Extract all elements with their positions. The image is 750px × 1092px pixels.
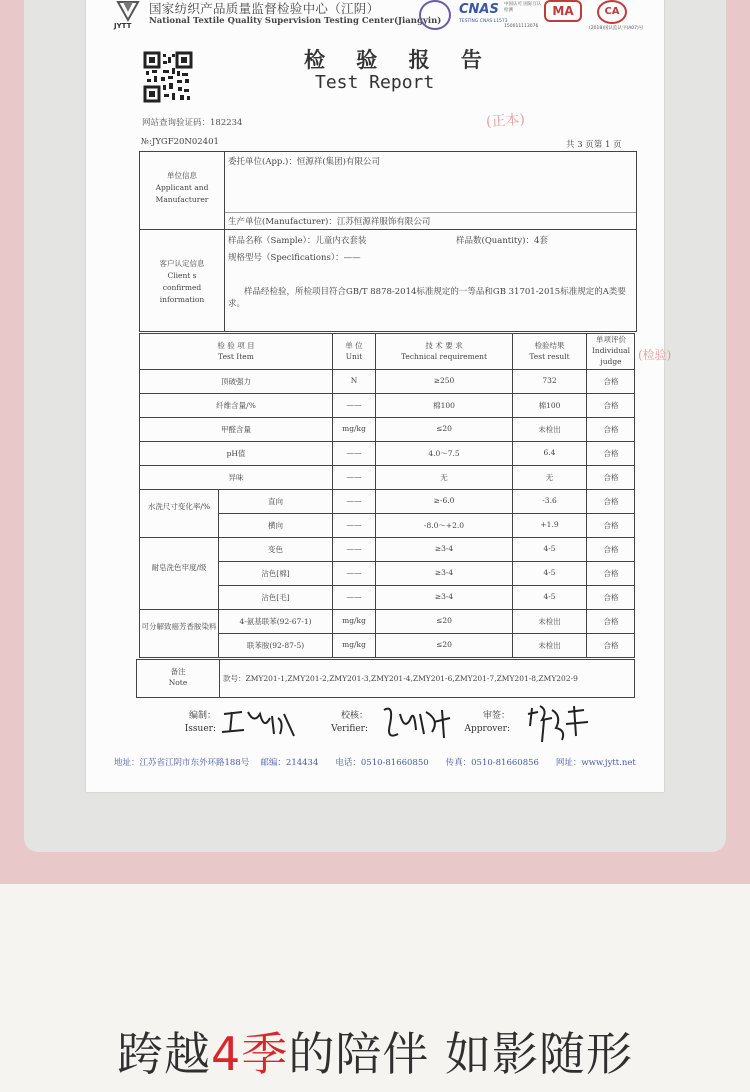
test-report-document (86, 0, 672, 792)
table-row-req: ≥250 (433, 376, 455, 385)
group-azo: 可分解致癌芳香胺染料 (141, 622, 217, 631)
table-row-unit: mg/kg (342, 616, 366, 625)
cnas-mark: CNAS (459, 2, 499, 17)
table-row-judge: 合格 (603, 377, 619, 386)
table-row-result: 4-5 (543, 592, 556, 601)
table-row-result: 732 (542, 376, 557, 385)
table-row-req: ≥-6.0 (433, 496, 455, 505)
report-footer: 地址：江苏省江阴市东外环路188号 邮编：214434 电话：0510-81660850 传真：0510-81660856 网址：www.jytt.net (114, 758, 636, 768)
verifier-signature-icon (380, 700, 460, 744)
table-row-result: 无 (545, 473, 554, 482)
table-row-unit: —— (346, 448, 362, 457)
header-unit: 单 位 Unit (345, 341, 363, 361)
table-row-item: 异味 (228, 473, 244, 482)
sample-name: 样品名称（Sample）：儿童内衣套装 (228, 236, 367, 246)
table-row-result: 4-5 (543, 544, 556, 553)
issuer-signature-icon (218, 700, 298, 740)
table-row-item: pH值 (226, 449, 246, 458)
group-wash: 水洗尺寸变化率/% (147, 502, 211, 511)
table-row-result: 4-5 (543, 568, 556, 577)
table-row-unit: —— (346, 544, 362, 553)
cn-accreditation-text: 中国认可 国际互认 检测 (504, 2, 542, 13)
approver-label: 审签： Approver: (464, 711, 510, 734)
table-row-judge: 合格 (603, 617, 619, 626)
approver-signature-icon (526, 700, 596, 746)
header-judge: 单项评价 Individual judge (591, 335, 631, 366)
slogan-part-1: 跨越 (117, 1027, 212, 1081)
client-info-label: 客户认定信息 Client s confirmed information (159, 259, 205, 304)
header-item: 检 验 项 目 Test Item (217, 341, 255, 361)
table-row-item: 顶破强力 (221, 377, 251, 386)
table-row-unit: mg/kg (342, 424, 366, 433)
table-row-judge: 合格 (603, 521, 619, 530)
cnas-sub: TESTING CNAS L1573 (459, 19, 508, 24)
table-row-item: 纤维含量/% (216, 401, 256, 410)
table-row-judge: 合格 (603, 569, 619, 578)
table-row-unit: —— (346, 472, 362, 481)
group-soap: 耐皂洗色牢度/级 (151, 563, 207, 572)
verification-code: 网站查询验证码：182234 (142, 118, 243, 128)
report-title-en: Test Report (315, 72, 435, 93)
table-row-req: ≤20 (436, 640, 452, 649)
slogan-accent: 4季 (211, 1027, 289, 1081)
org-name-en: National Textile Quality Supervision Testing Center(Jiangyin) (149, 16, 442, 26)
report-number: №:JYGF20N02401 (141, 137, 219, 147)
table-row-result: 未检出 (538, 425, 561, 434)
table-row-judge: 合格 (603, 593, 619, 602)
slogan (0, 1018, 750, 1084)
side-stamp: (检验) (638, 348, 672, 362)
table-row-req: 无 (440, 473, 448, 482)
specifications: 规格型号（Specifications）：—— (228, 253, 361, 263)
header-requirement: 技 术 要 求 Technical requirement (400, 341, 488, 361)
table-row-result: -3.6 (542, 496, 557, 505)
note-label: 备注 Note (168, 667, 188, 687)
cal-mark: CA (597, 0, 627, 24)
table-row-result: 棉100 (538, 401, 561, 410)
table-row-result: 未检出 (538, 641, 561, 650)
header-result: 检验结果 Test result (529, 341, 570, 361)
table-row-unit: —— (346, 592, 362, 601)
table-row-req: ≥3-4 (434, 592, 454, 601)
cma-mark: MA (544, 0, 582, 22)
table-row-item: 联苯胺(92-87-5) (246, 641, 305, 650)
table-row-req: ≥3-4 (434, 544, 454, 553)
original-stamp: (正本) (485, 111, 526, 131)
table-row-item: 4-氨基联苯(92-67-1) (239, 617, 312, 626)
table-row-req: 棉100 (433, 401, 455, 410)
table-row-item: 甲醛含量 (221, 425, 251, 434)
table-row-judge: 合格 (603, 473, 619, 482)
table-row-judge: 合格 (603, 401, 619, 410)
table-row-result: +1.9 (540, 520, 559, 529)
table-row-item: 变色 (268, 545, 283, 554)
table-row-unit: —— (346, 496, 362, 505)
ma-code: 150011113076 (504, 24, 539, 29)
table-row-item: 沾色[棉] (261, 569, 290, 578)
table-row-req: ≥3-4 (434, 568, 454, 577)
table-row-result: 6.4 (543, 448, 556, 457)
issuer-label: 编制： Issuer: (184, 711, 216, 734)
table-row-judge: 合格 (603, 545, 619, 554)
conclusion: 样品经检验，所检项目符合GB/T 8878-2014标准规定的一等品和GB 31701-2015标准规定的A类要求。 (228, 287, 626, 309)
table-row-item: 横向 (268, 521, 283, 530)
slogan-part-2: 的陪伴 如影随形 (288, 1027, 633, 1081)
table-row-judge: 合格 (603, 641, 619, 650)
table-row-item: 直向 (268, 497, 283, 506)
verifier-label: 校核： Verifier: (331, 711, 368, 734)
report-title-cn: 检 验 报 告 (304, 48, 494, 72)
table-row-req: -8.0～+2.0 (423, 521, 465, 530)
table-row-unit: —— (346, 400, 362, 409)
table-row-result: 未检出 (538, 617, 561, 626)
table-row-req: ≤20 (436, 616, 452, 625)
sample-quantity: 样品数(Quantity)：4套 (456, 236, 548, 246)
org-name-cn: 国家纺织产品质量监督检验中心（江阴） (149, 1, 380, 16)
table-row-judge: 合格 (603, 449, 619, 458)
table-row-item: 沾色[毛] (261, 593, 290, 602)
table-row-unit: —— (346, 520, 362, 529)
logo-text: JYTT (114, 22, 132, 30)
table-row-req: ≤20 (436, 424, 452, 433)
table-row-judge: 合格 (603, 425, 619, 434)
table-row-unit: N (350, 376, 358, 385)
cal-sub: (2018)国认监认字(A07)号 (589, 26, 644, 31)
table-row-unit: mg/kg (342, 640, 366, 649)
manufacturer: 生产单位(Manufacturer)：江苏恒源祥服饰有限公司 (228, 217, 431, 227)
table-row-judge: 合格 (603, 497, 619, 506)
applicant: 委托单位(App.)：恒源祥(集团)有限公司 (228, 157, 380, 167)
table-row-req: 4.0～7.5 (428, 449, 460, 458)
page-info: 共 3 页第 1 页 (566, 140, 622, 150)
table-row-unit: —— (346, 568, 362, 577)
note-text: 款号：ZMY201-1,ZMY201-2,ZMY201-3,ZMY201-4,ZMY201-6,ZMY201-7,ZMY201-8,ZMY202-9 (223, 674, 578, 683)
unit-info-label: 单位信息 Applicant and Manufacturer (155, 171, 209, 204)
